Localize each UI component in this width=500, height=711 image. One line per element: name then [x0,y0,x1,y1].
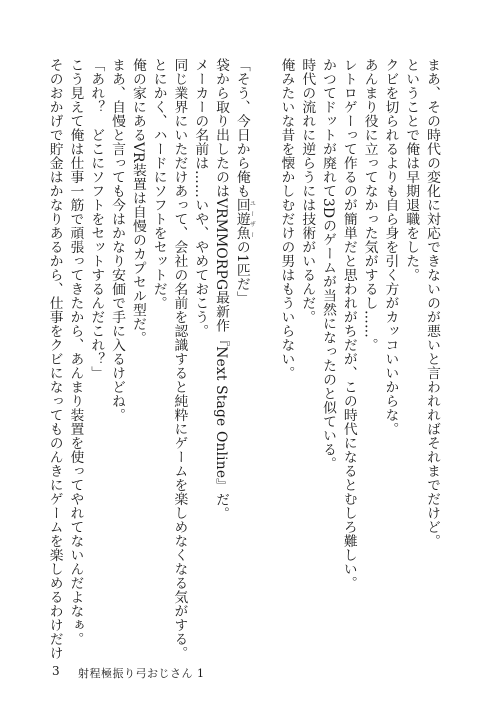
text-line-11: 袋から取り出したのはVRMMORPG最新作『Next Stage Online』だ。 [213,58,230,521]
text-line-9 [255,58,276,628]
text-line-2: ということで俺は早期退職をした。 [403,58,420,282]
text-line-17: 「あれ？ どこにソフトをセットするんだこれ？」 [88,58,105,380]
text-line-13: 同じ業界にいただけあって、会社の名前を認識すると純粋にゲームを楽しめなくなる気がする。 [171,58,188,660]
text-line-15: 俺の家にあるVR装置は自慢のカプセル型だ。 [129,58,146,345]
running-title: 射程極振り弓おじさん 1 [78,667,205,680]
text-line-16: まあ、自慢と言っても今はかなり安価で手に入るけどね。 [109,58,126,422]
text-line-4: あんまり役に立ってなかった気がするし……。 [361,58,378,352]
text-line-6: かつてドットが廃れて3Dのゲームが当然になったのと似ている。 [320,58,337,471]
text-line-7: 時代の流れに逆らうには技術がいるんだ。 [299,58,316,324]
ruby-annotation: 回遊魚ユーザー [233,198,256,240]
page-number: 3 [52,664,60,678]
text-line-12: メーカーの名前は……いや、やめておこう。 [192,58,209,338]
text-line-1: まあ、その時代の変化に対応できないのが悪いと言われればそれまでだけど。 [424,58,440,548]
text-line-10: 「そう、今日から俺も回遊魚ユーザーの1匹だ」 [233,58,256,305]
text-line-19: そのおかげで貯金はかなりあるから、仕事をクビになってものんきにゲームを楽しめるわけだけ [46,58,63,660]
text-line-5: レトロゲーって作るのが簡単だと思われがちだが、この時代になるとむしろ難しい。 [340,58,357,590]
text-line-3: クビを切られるよりも自ら身を引く方がカッコいいからな。 [382,58,399,436]
text-line-8: 俺みたいな昔を懐かしむだけの男はもういらない。 [278,58,295,380]
vertical-body-text [42,58,442,660]
text-line-14: とにかく、ハードにソフトをセットだ。 [150,58,167,310]
text-line-18: こう見えて俺は仕事一筋で頑張ってきたから、あんまり装置を使ってやれてないんだよなぁ。 [67,58,84,646]
